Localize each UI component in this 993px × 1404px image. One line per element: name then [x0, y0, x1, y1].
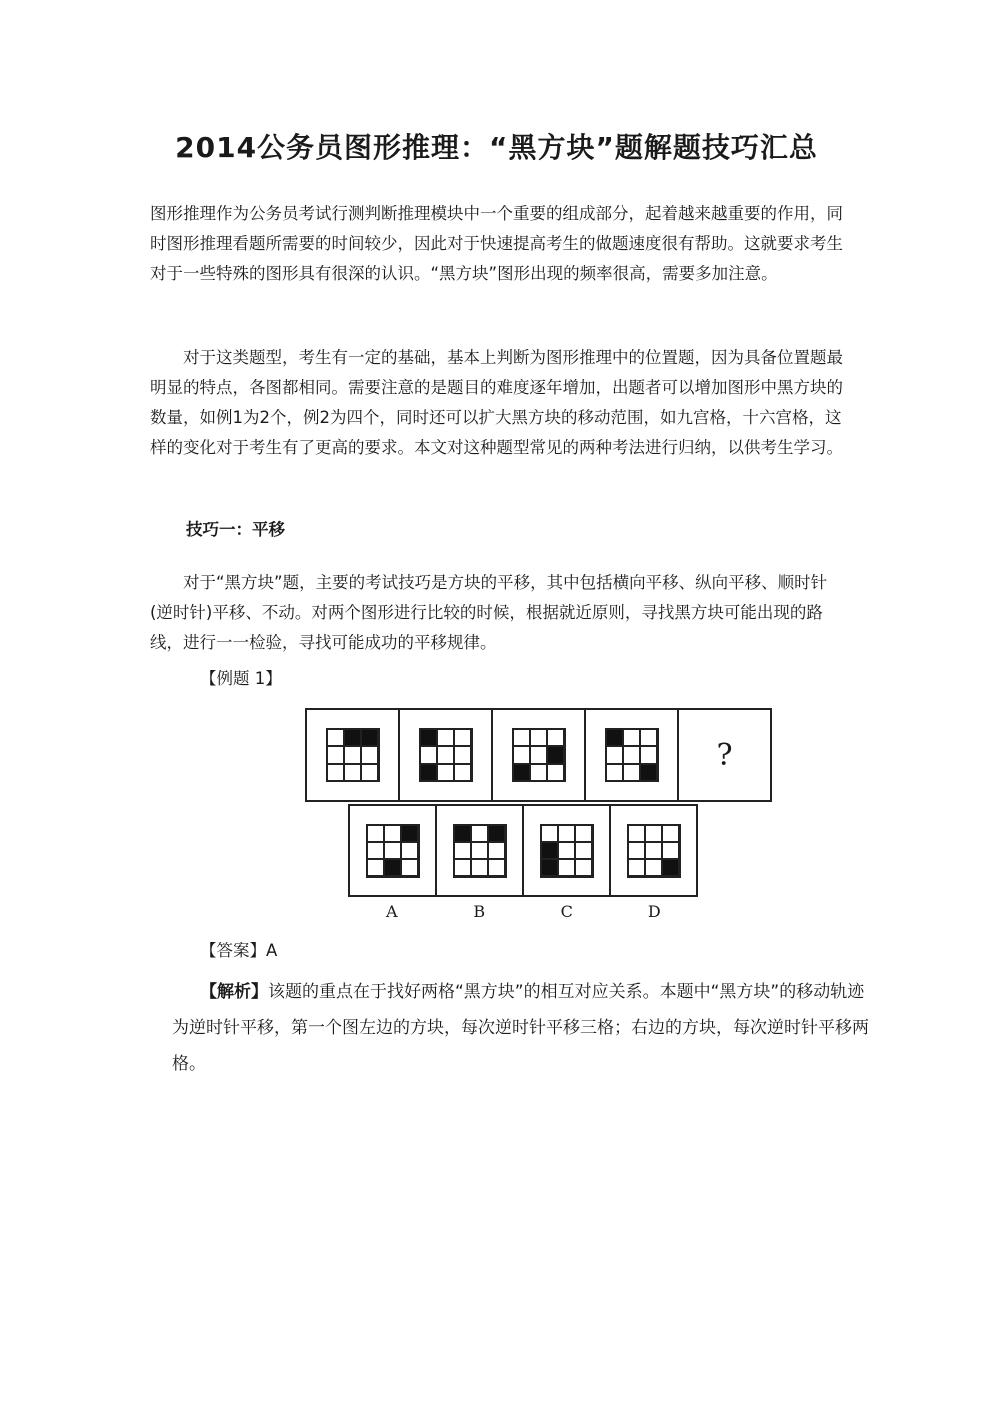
white-cell — [629, 843, 644, 858]
white-cell — [368, 826, 383, 841]
white-cell — [328, 747, 343, 762]
white-cell — [402, 843, 417, 858]
white-cell — [624, 765, 639, 780]
option-label-d: D — [647, 902, 661, 921]
white-cell — [328, 765, 343, 780]
option-figure-a — [350, 806, 437, 895]
white-cell — [629, 826, 644, 841]
white-cell — [663, 826, 678, 841]
white-cell — [455, 747, 470, 762]
option-figure-b — [437, 806, 524, 895]
sequence-figure-3 — [493, 710, 586, 800]
black-cell — [402, 826, 417, 841]
analysis-label: 【解析】 — [200, 982, 268, 1002]
technique-heading: 技巧一：平移 — [186, 520, 285, 539]
white-cell — [559, 843, 574, 858]
option-label-a: A — [385, 902, 398, 921]
white-cell — [438, 730, 453, 745]
white-cell — [531, 747, 546, 762]
white-cell — [576, 860, 591, 875]
white-cell — [548, 730, 563, 745]
black-cell — [542, 860, 557, 875]
white-cell — [559, 860, 574, 875]
white-cell — [385, 826, 400, 841]
white-cell — [641, 747, 656, 762]
intro-paragraph: 图形推理作为公务员考试行测判断推理模块中一个重要的组成部分，起着越来越重要的作用，同时图形推理看题所需要的时间较少，因此对于快速提高考生的做题速度很有帮助。这就要求考生对于一些特殊的图形具有很深的认识。“黑方块”图形出现的频率很高，需要多加注意。 — [150, 204, 843, 283]
white-cell — [542, 826, 557, 841]
white-cell — [559, 826, 574, 841]
white-cell — [641, 730, 656, 745]
white-cell — [646, 860, 661, 875]
option-label-c: C — [560, 902, 573, 921]
white-cell — [514, 730, 529, 745]
example-label: 【例题 1】 — [200, 669, 282, 688]
black-cell — [345, 730, 360, 745]
black-cell — [548, 747, 563, 762]
grid-3x3 — [366, 824, 420, 878]
grid-3x3 — [453, 824, 507, 878]
white-cell — [438, 765, 453, 780]
grid-3x3 — [419, 728, 473, 782]
black-cell — [514, 765, 529, 780]
grid-3x3 — [627, 824, 681, 878]
option-label-b: B — [473, 902, 486, 921]
grid-3x3 — [326, 728, 380, 782]
question-figure — [679, 710, 770, 800]
white-cell — [489, 860, 504, 875]
white-cell — [455, 843, 470, 858]
white-cell — [576, 843, 591, 858]
black-cell — [362, 730, 377, 745]
white-cell — [624, 730, 639, 745]
black-cell — [542, 843, 557, 858]
question-mark: ? — [716, 737, 733, 773]
white-cell — [489, 843, 504, 858]
white-cell — [646, 843, 661, 858]
option-figure-c — [524, 806, 611, 895]
white-cell — [455, 860, 470, 875]
white-cell — [629, 860, 644, 875]
analysis-text: 该题的重点在于找好两格“黑方块”的相互对应关系。本题中“黑方块”的移动轨迹为逆时针平移，第一个图左边的方块，每次逆时针平移三格；右边的方块，每次逆时针平移两格。 — [172, 982, 869, 1074]
white-cell — [624, 747, 639, 762]
option-labels — [348, 902, 698, 921]
white-cell — [531, 765, 546, 780]
answer-value: A — [266, 941, 278, 960]
white-cell — [368, 843, 383, 858]
answer-line — [200, 937, 277, 961]
white-cell — [548, 765, 563, 780]
white-cell — [646, 826, 661, 841]
black-cell — [421, 765, 436, 780]
white-cell — [576, 826, 591, 841]
white-cell — [385, 843, 400, 858]
white-cell — [421, 747, 436, 762]
black-cell — [385, 860, 400, 875]
white-cell — [455, 730, 470, 745]
sequence-figure-2 — [400, 710, 493, 800]
puzzle-options — [348, 804, 698, 897]
white-cell — [402, 860, 417, 875]
analysis-paragraph — [172, 974, 872, 1082]
black-cell — [663, 860, 678, 875]
sequence-figure-1 — [307, 710, 400, 800]
white-cell — [514, 747, 529, 762]
option-figure-d — [611, 806, 696, 895]
puzzle-sequence — [305, 708, 772, 802]
black-cell — [641, 765, 656, 780]
grid-3x3 — [540, 824, 594, 878]
white-cell — [345, 765, 360, 780]
white-cell — [663, 843, 678, 858]
white-cell — [368, 860, 383, 875]
white-cell — [455, 765, 470, 780]
white-cell — [362, 765, 377, 780]
black-cell — [489, 826, 504, 841]
white-cell — [362, 747, 377, 762]
white-cell — [438, 747, 453, 762]
white-cell — [472, 860, 487, 875]
page-title: 2014公务员图形推理：“黑方块”题解题技巧汇总 — [175, 131, 818, 164]
grid-3x3 — [605, 728, 659, 782]
white-cell — [472, 843, 487, 858]
answer-label: 【答案】 — [200, 941, 266, 960]
white-cell — [607, 747, 622, 762]
white-cell — [328, 730, 343, 745]
sequence-figure-4 — [586, 710, 679, 800]
black-cell — [455, 826, 470, 841]
white-cell — [607, 765, 622, 780]
white-cell — [472, 826, 487, 841]
black-cell — [421, 730, 436, 745]
grid-3x3 — [512, 728, 566, 782]
white-cell — [345, 747, 360, 762]
third-paragraph: 对于“黑方块”题，主要的考试技巧是方块的平移，其中包括横向平移、纵向平移、顺时针(逆时针)平移、不动。对两个图形进行比较的时候，根据就近原则，寻找黑方块可能出现的路线，进行一一检验，寻找可能成功的平移规律。 — [150, 573, 828, 652]
white-cell — [531, 730, 546, 745]
black-cell — [607, 730, 622, 745]
second-paragraph: 对于这类题型，考生有一定的基础，基本上判断为图形推理中的位置题，因为具备位置题最明显的特点，各图都相同。需要注意的是题目的难度逐年增加，出题者可以增加图形中黑方块的数量，如例1为2个，例2为四个，同时还可以扩大黑方块的移动范围，如九宫格，十六宫格，这样的变化对于考生有了更高的要求。本文对这种题型常见的两种考法进行归纳，以供考生学习。 — [150, 348, 843, 457]
